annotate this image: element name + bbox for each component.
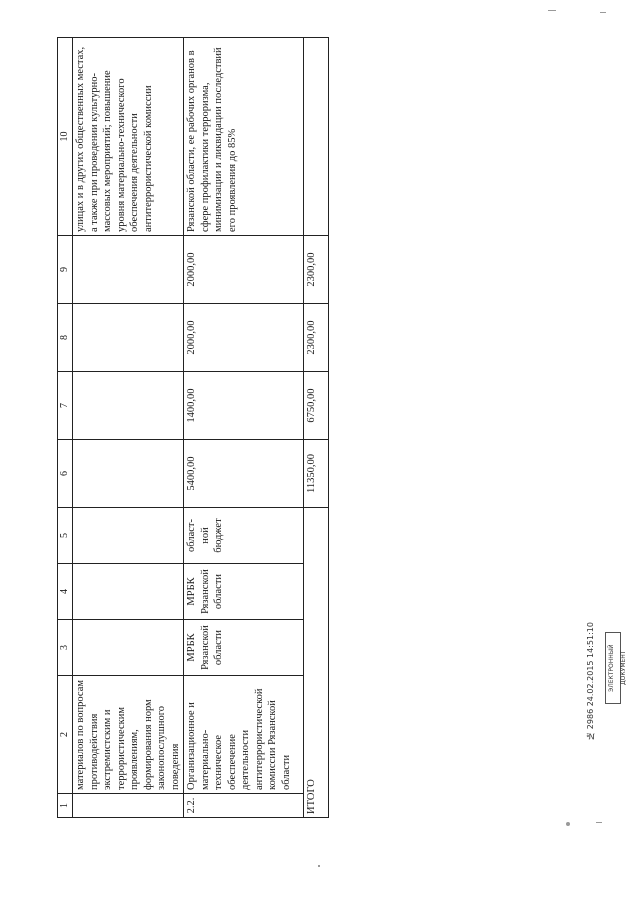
responsible-cell: МРБК Рязанской области <box>184 564 304 620</box>
table-row-continued <box>73 38 184 818</box>
total-year1-cell: 6750,00 <box>304 372 329 440</box>
column-header: 10 <box>58 38 73 236</box>
table-cell <box>73 564 184 620</box>
table-cell <box>73 794 184 818</box>
table-cell <box>73 372 184 440</box>
executor-cell: МРБК Рязанской области <box>184 620 304 676</box>
total-label-cell: ИТОГО <box>304 508 329 818</box>
table-cell <box>73 304 184 372</box>
scan-mark <box>600 12 606 13</box>
total-amount-cell: 11350,00 <box>304 440 329 508</box>
column-header: 5 <box>58 508 73 564</box>
column-header: 2 <box>58 676 73 794</box>
table-cell <box>73 620 184 676</box>
total-year2-cell: 2300,00 <box>304 304 329 372</box>
amount-year1-cell: 1400,00 <box>184 372 304 440</box>
amount-year2-cell: 2000,00 <box>184 304 304 372</box>
scan-mark <box>318 865 320 867</box>
rotated-table-container <box>57 38 329 818</box>
electronic-stamp: ЭЛЕКТРОННЫЙ ДОКУМЕНТ <box>605 632 621 704</box>
total-year3-cell: 2300,00 <box>304 236 329 304</box>
item-number-cell: 2.2. <box>184 794 304 818</box>
table-cell <box>73 440 184 508</box>
table-cell <box>73 236 184 304</box>
table-cell <box>73 508 184 564</box>
amount-year3-cell: 2000,00 <box>184 236 304 304</box>
expected-result-cell: улицах и в других общественных местах, а также при проведении культурно-массовых мероприятий; повышение уровня материально-технического обеспечения деятельности антитеррористической комиссии <box>73 38 184 236</box>
column-header: 7 <box>58 372 73 440</box>
column-header: 8 <box>58 304 73 372</box>
column-header: 9 <box>58 236 73 304</box>
column-header: 6 <box>58 440 73 508</box>
registration-number: № 2986 24.02.2015 14:51:10 <box>586 622 595 741</box>
table-cell <box>304 38 329 236</box>
item-description-cell: материалов по вопросам противодействия экстремистским и террористическим проявлениям, формирования норм законопослушного поведения <box>73 676 184 794</box>
column-header: 1 <box>58 794 73 818</box>
table-row-total <box>304 38 329 818</box>
amount-total-cell: 5400,00 <box>184 440 304 508</box>
expected-result-cell: Рязанской области, ее рабочих органов в сфере профилактики терроризма, минимизации и ликвидации последствий его проявления до 85% <box>184 38 304 236</box>
funding-source-cell: област-ной бюджет <box>184 508 304 564</box>
budget-table <box>57 37 329 818</box>
table-row-2-2 <box>184 38 304 818</box>
column-header: 3 <box>58 620 73 676</box>
column-header: 4 <box>58 564 73 620</box>
scan-mark <box>566 822 570 826</box>
item-description-cell: Организационное и материально-техническое обеспечение деятельности антитеррористической комиссии Рязанской области <box>184 676 304 794</box>
column-number-row <box>58 38 73 818</box>
scan-mark <box>548 10 556 11</box>
scan-mark <box>596 822 602 823</box>
